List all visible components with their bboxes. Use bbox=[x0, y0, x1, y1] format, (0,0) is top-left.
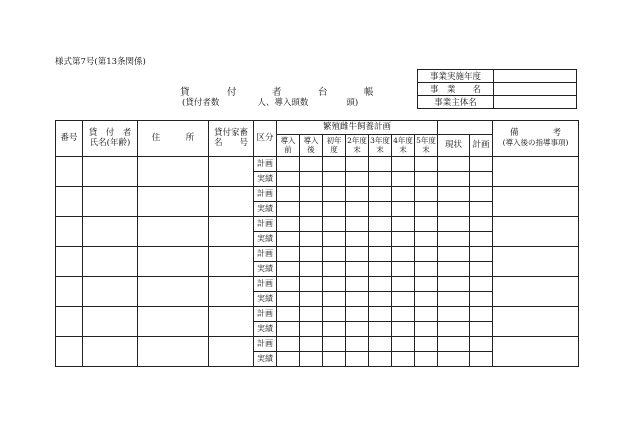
value-cell[interactable] bbox=[415, 337, 438, 352]
value-cell[interactable] bbox=[277, 337, 300, 352]
row-label-plan: 計画 bbox=[254, 157, 277, 172]
record-livestock-cell[interactable] bbox=[209, 337, 254, 367]
record-number-cell[interactable] bbox=[56, 307, 83, 337]
record-address-cell[interactable] bbox=[138, 157, 209, 187]
header-livestock-line2: 名 号 bbox=[213, 137, 248, 148]
value-cell[interactable] bbox=[369, 247, 392, 262]
value-cell[interactable] bbox=[392, 157, 415, 172]
info-value-project-name[interactable] bbox=[494, 83, 577, 96]
record-number-cell[interactable] bbox=[56, 337, 83, 367]
value-cell[interactable] bbox=[415, 322, 438, 337]
value-cell[interactable] bbox=[415, 307, 438, 322]
value-cell[interactable] bbox=[346, 232, 369, 247]
value-cell[interactable] bbox=[392, 172, 415, 187]
record-number-cell[interactable] bbox=[56, 277, 83, 307]
value-cell[interactable] bbox=[346, 157, 369, 172]
row-label-actual: 実績 bbox=[254, 172, 277, 187]
value-cell[interactable] bbox=[277, 172, 300, 187]
header-year2-end: 2年度末 bbox=[346, 135, 369, 157]
value-cell[interactable] bbox=[346, 187, 369, 202]
record-lender-cell[interactable] bbox=[83, 157, 138, 187]
value-cell[interactable] bbox=[392, 232, 415, 247]
header-address: 住 所 bbox=[138, 121, 209, 157]
value-cell[interactable] bbox=[300, 292, 323, 307]
value-cell[interactable] bbox=[392, 292, 415, 307]
value-cell[interactable] bbox=[300, 202, 323, 217]
value-cell[interactable] bbox=[369, 337, 392, 352]
value-cell[interactable] bbox=[392, 217, 415, 232]
value-cell[interactable] bbox=[415, 262, 438, 277]
record-lender-cell[interactable] bbox=[83, 187, 138, 217]
row-label-actual: 実績 bbox=[254, 232, 277, 247]
header-remarks bbox=[493, 121, 579, 157]
value-cell[interactable] bbox=[470, 157, 493, 172]
record-remarks-cell[interactable] bbox=[493, 337, 579, 367]
value-cell[interactable] bbox=[323, 232, 346, 247]
value-cell[interactable] bbox=[300, 217, 323, 232]
value-cell[interactable] bbox=[438, 202, 470, 217]
header-year5-end: 5年度末 bbox=[415, 135, 438, 157]
value-cell[interactable] bbox=[300, 262, 323, 277]
record-lender-cell[interactable] bbox=[83, 337, 138, 367]
title-char: 貸 bbox=[180, 87, 190, 98]
row-label-plan: 計画 bbox=[254, 307, 277, 322]
record-number-cell[interactable] bbox=[56, 247, 83, 277]
value-cell[interactable] bbox=[323, 247, 346, 262]
record-remarks-cell[interactable] bbox=[493, 277, 579, 307]
table-row bbox=[56, 247, 579, 262]
info-value-fiscal-year[interactable] bbox=[494, 70, 577, 83]
value-cell[interactable] bbox=[438, 337, 470, 352]
value-cell[interactable] bbox=[438, 352, 470, 367]
row-label-actual: 実績 bbox=[254, 322, 277, 337]
value-cell[interactable] bbox=[470, 187, 493, 202]
value-cell[interactable] bbox=[369, 187, 392, 202]
value-cell[interactable] bbox=[392, 322, 415, 337]
title-char: 者 bbox=[272, 87, 282, 98]
row-label-plan: 計画 bbox=[254, 247, 277, 262]
value-cell[interactable] bbox=[369, 217, 392, 232]
record-address-cell[interactable] bbox=[138, 247, 209, 277]
header-lender bbox=[83, 121, 138, 157]
value-cell[interactable] bbox=[323, 217, 346, 232]
value-cell[interactable] bbox=[346, 352, 369, 367]
record-address-cell[interactable] bbox=[138, 187, 209, 217]
record-remarks-cell[interactable] bbox=[493, 187, 579, 217]
value-cell[interactable] bbox=[470, 232, 493, 247]
record-address-cell[interactable] bbox=[138, 217, 209, 247]
value-cell[interactable] bbox=[438, 157, 470, 172]
value-cell[interactable] bbox=[438, 292, 470, 307]
value-cell[interactable] bbox=[415, 157, 438, 172]
value-cell[interactable] bbox=[300, 277, 323, 292]
header-year4-end: 4年度末 bbox=[392, 135, 415, 157]
value-cell[interactable] bbox=[346, 262, 369, 277]
value-cell[interactable] bbox=[277, 262, 300, 277]
value-cell[interactable] bbox=[438, 277, 470, 292]
value-cell[interactable] bbox=[346, 307, 369, 322]
value-cell[interactable] bbox=[369, 262, 392, 277]
value-cell[interactable] bbox=[392, 262, 415, 277]
value-cell[interactable] bbox=[300, 187, 323, 202]
value-cell[interactable] bbox=[277, 247, 300, 262]
header-number: 番号 bbox=[56, 121, 83, 157]
value-cell[interactable] bbox=[415, 232, 438, 247]
value-cell[interactable] bbox=[392, 307, 415, 322]
record-address-cell[interactable] bbox=[138, 337, 209, 367]
value-cell[interactable] bbox=[277, 202, 300, 217]
info-label-fiscal-year: 事業実施年度 bbox=[418, 70, 494, 83]
value-cell[interactable] bbox=[369, 157, 392, 172]
header-remarks-line1: 備 考 bbox=[509, 128, 561, 139]
row-label-plan: 計画 bbox=[254, 217, 277, 232]
record-lender-cell[interactable] bbox=[83, 277, 138, 307]
record-livestock-cell[interactable] bbox=[209, 247, 254, 277]
value-cell[interactable] bbox=[277, 322, 300, 337]
value-cell[interactable] bbox=[369, 322, 392, 337]
value-cell[interactable] bbox=[323, 307, 346, 322]
value-cell[interactable] bbox=[470, 307, 493, 322]
value-cell[interactable] bbox=[392, 247, 415, 262]
record-livestock-cell[interactable] bbox=[209, 187, 254, 217]
project-info-table bbox=[417, 69, 577, 109]
value-cell[interactable] bbox=[346, 172, 369, 187]
value-cell[interactable] bbox=[323, 157, 346, 172]
value-cell[interactable] bbox=[415, 247, 438, 262]
title-char: 台 bbox=[318, 87, 328, 98]
value-cell[interactable] bbox=[300, 157, 323, 172]
value-cell[interactable] bbox=[369, 172, 392, 187]
value-cell[interactable] bbox=[470, 202, 493, 217]
value-cell[interactable] bbox=[277, 292, 300, 307]
title-char: 付 bbox=[227, 87, 237, 98]
value-cell[interactable] bbox=[438, 217, 470, 232]
header-first-year: 初年度 bbox=[323, 135, 346, 157]
value-cell[interactable] bbox=[392, 277, 415, 292]
header-year3-end: 3年度末 bbox=[369, 135, 392, 157]
info-label-project-name: 事 業 名 bbox=[418, 83, 494, 96]
record-number-cell[interactable] bbox=[56, 157, 83, 187]
value-cell[interactable] bbox=[438, 172, 470, 187]
value-cell[interactable] bbox=[300, 232, 323, 247]
value-cell[interactable] bbox=[323, 322, 346, 337]
value-cell[interactable] bbox=[277, 187, 300, 202]
header-before-introduction: 導入前 bbox=[277, 135, 300, 157]
value-cell[interactable] bbox=[277, 277, 300, 292]
value-cell[interactable] bbox=[323, 262, 346, 277]
row-label-actual: 実績 bbox=[254, 262, 277, 277]
value-cell[interactable] bbox=[415, 187, 438, 202]
header-division: 区分 bbox=[254, 121, 277, 157]
value-cell[interactable] bbox=[415, 172, 438, 187]
record-lender-cell[interactable] bbox=[83, 247, 138, 277]
record-address-cell[interactable] bbox=[138, 307, 209, 337]
header-plan: 計画 bbox=[470, 135, 493, 157]
value-cell[interactable] bbox=[277, 232, 300, 247]
row-label-actual: 実績 bbox=[254, 292, 277, 307]
value-cell[interactable] bbox=[277, 352, 300, 367]
value-cell[interactable] bbox=[300, 247, 323, 262]
subtitle-suffix: 頭) bbox=[346, 98, 359, 108]
value-cell[interactable] bbox=[438, 187, 470, 202]
value-cell[interactable] bbox=[346, 247, 369, 262]
table-row bbox=[56, 187, 579, 202]
value-cell[interactable] bbox=[470, 217, 493, 232]
table-row bbox=[56, 217, 579, 232]
value-cell[interactable] bbox=[300, 322, 323, 337]
info-value-operator[interactable] bbox=[494, 96, 577, 109]
subtitle-prefix: (貸付者数 bbox=[182, 98, 220, 108]
record-livestock-cell[interactable] bbox=[209, 157, 254, 187]
value-cell[interactable] bbox=[346, 292, 369, 307]
row-label-actual: 実績 bbox=[254, 352, 277, 367]
table-row bbox=[56, 157, 579, 172]
value-cell[interactable] bbox=[346, 322, 369, 337]
value-cell[interactable] bbox=[470, 292, 493, 307]
header-remarks-line2: (導入後の指導事項) bbox=[502, 138, 569, 148]
value-cell[interactable] bbox=[470, 277, 493, 292]
value-cell[interactable] bbox=[392, 337, 415, 352]
value-cell[interactable] bbox=[438, 307, 470, 322]
header-current: 現状 bbox=[438, 135, 470, 157]
value-cell[interactable] bbox=[277, 157, 300, 172]
value-cell[interactable] bbox=[346, 337, 369, 352]
record-livestock-cell[interactable] bbox=[209, 217, 254, 247]
value-cell[interactable] bbox=[369, 277, 392, 292]
value-cell[interactable] bbox=[470, 247, 493, 262]
value-cell[interactable] bbox=[415, 277, 438, 292]
value-cell[interactable] bbox=[369, 292, 392, 307]
value-cell[interactable] bbox=[470, 262, 493, 277]
header-breeding-plan: 繁殖雌牛飼養計画 bbox=[277, 121, 438, 135]
value-cell[interactable] bbox=[470, 322, 493, 337]
table-row bbox=[56, 337, 579, 352]
value-cell[interactable] bbox=[369, 232, 392, 247]
row-label-plan: 計画 bbox=[254, 277, 277, 292]
value-cell[interactable] bbox=[438, 262, 470, 277]
header-livestock-line1: 貸付家畜 bbox=[213, 127, 248, 138]
value-cell[interactable] bbox=[323, 172, 346, 187]
value-cell[interactable] bbox=[392, 352, 415, 367]
value-cell[interactable] bbox=[323, 337, 346, 352]
header-after-introduction: 導入後 bbox=[300, 135, 323, 157]
record-lender-cell[interactable] bbox=[83, 217, 138, 247]
row-label-plan: 計画 bbox=[254, 337, 277, 352]
value-cell[interactable] bbox=[470, 352, 493, 367]
record-number-cell[interactable] bbox=[56, 217, 83, 247]
value-cell[interactable] bbox=[323, 187, 346, 202]
row-label-actual: 実績 bbox=[254, 202, 277, 217]
record-address-cell[interactable] bbox=[138, 277, 209, 307]
document-subtitle bbox=[182, 96, 358, 108]
value-cell[interactable] bbox=[438, 247, 470, 262]
value-cell[interactable] bbox=[300, 307, 323, 322]
header-livestock bbox=[209, 121, 254, 157]
value-cell[interactable] bbox=[392, 187, 415, 202]
value-cell[interactable] bbox=[392, 202, 415, 217]
header-blank-group bbox=[438, 121, 493, 135]
value-cell[interactable] bbox=[415, 202, 438, 217]
value-cell[interactable] bbox=[415, 352, 438, 367]
value-cell[interactable] bbox=[470, 172, 493, 187]
info-label-operator: 事業主体名 bbox=[418, 96, 494, 109]
value-cell[interactable] bbox=[369, 202, 392, 217]
value-cell[interactable] bbox=[415, 217, 438, 232]
header-lender-line1: 貸 付 者 bbox=[88, 127, 132, 138]
form-number: 様式第7号(第13条関係) bbox=[55, 57, 146, 67]
record-livestock-cell[interactable] bbox=[209, 277, 254, 307]
value-cell[interactable] bbox=[346, 202, 369, 217]
value-cell[interactable] bbox=[470, 337, 493, 352]
value-cell[interactable] bbox=[323, 352, 346, 367]
value-cell[interactable] bbox=[415, 292, 438, 307]
value-cell[interactable] bbox=[323, 202, 346, 217]
table-row bbox=[56, 307, 579, 322]
value-cell[interactable] bbox=[300, 337, 323, 352]
row-label-plan: 計画 bbox=[254, 187, 277, 202]
value-cell[interactable] bbox=[369, 307, 392, 322]
value-cell[interactable] bbox=[438, 322, 470, 337]
value-cell[interactable] bbox=[323, 292, 346, 307]
value-cell[interactable] bbox=[438, 232, 470, 247]
value-cell[interactable] bbox=[346, 217, 369, 232]
record-number-cell[interactable] bbox=[56, 187, 83, 217]
record-remarks-cell[interactable] bbox=[493, 217, 579, 247]
lender-register-table bbox=[55, 120, 579, 367]
value-cell[interactable] bbox=[369, 352, 392, 367]
subtitle-mid: 人、導入頭数 bbox=[257, 98, 309, 108]
value-cell[interactable] bbox=[277, 217, 300, 232]
value-cell[interactable] bbox=[300, 352, 323, 367]
record-remarks-cell[interactable] bbox=[493, 157, 579, 187]
header-lender-line2: 氏名(年齢) bbox=[89, 137, 131, 148]
record-remarks-cell[interactable] bbox=[493, 307, 579, 337]
title-char: 帳 bbox=[364, 87, 374, 98]
value-cell[interactable] bbox=[346, 277, 369, 292]
value-cell[interactable] bbox=[300, 172, 323, 187]
value-cell[interactable] bbox=[323, 277, 346, 292]
value-cell[interactable] bbox=[277, 307, 300, 322]
record-livestock-cell[interactable] bbox=[209, 307, 254, 337]
table-row bbox=[56, 277, 579, 292]
record-remarks-cell[interactable] bbox=[493, 247, 579, 277]
record-lender-cell[interactable] bbox=[83, 307, 138, 337]
